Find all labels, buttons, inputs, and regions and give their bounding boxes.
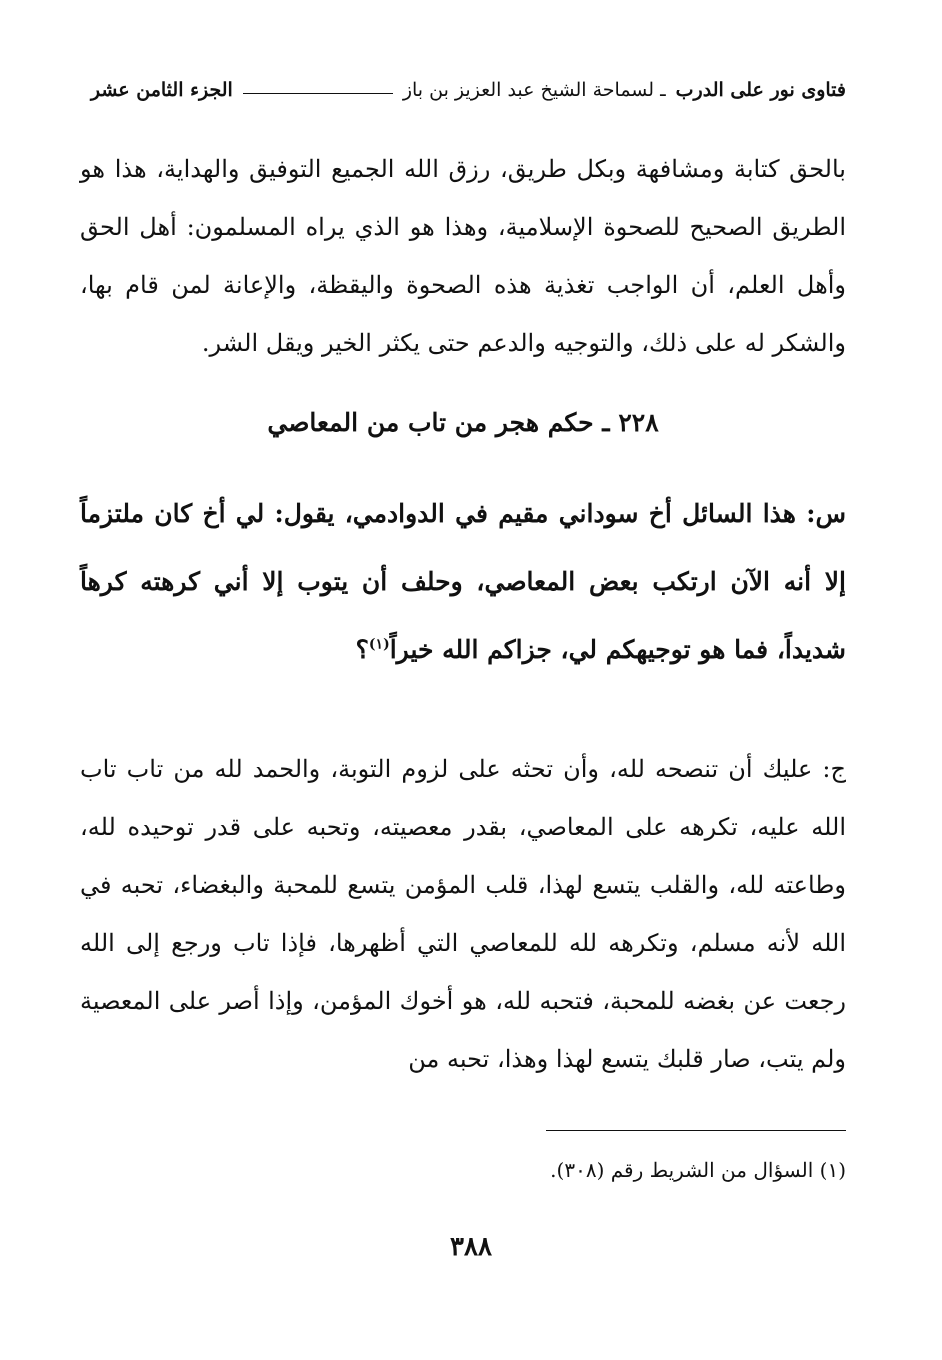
header-author: ـ لسماحة الشيخ عبد العزيز بن باز <box>402 79 666 101</box>
footnote-marker: (١) <box>368 636 390 653</box>
question-text: س: هذا السائل أخ سوداني مقيم في الدوادمي، يقول: لي أخ كان ملتزماً إلا أنه الآن ارتكب بعض المعاصي، وحلف أن يتوب إلا أني كرهته كرهاً شديداً، فما هو توجيهكم لي، جزاكم الله خيراً <box>80 499 846 664</box>
answer-paragraph: ج: عليك أن تنصحه لله، وأن تحثه على لزوم التوبة، والحمد لله من تاب تاب الله عليه، تكرهه على المعاصي، بقدر معصيته، وتحبه على قدر توحيده لله، وطاعته لله، والقلب يتسع لهذا، قلب المؤمن يتسع للمحبة والبغضاء، تحبه في الله لأنه مسلم، وتكرهه لله للمعاصي التي أظهرها، فإذا تاب ورجع إلى الله رجعت عن بغضه للمحبة، فتحبه لله، هو أخوك المؤمن، وإذا أصر على المعصية ولم يتب، صار قلبك يتسع لهذا وهذا، تحبه من <box>80 755 846 1073</box>
running-header <box>78 72 846 108</box>
header-rule <box>243 93 393 94</box>
page-number: ٣٨٨ <box>450 1232 492 1262</box>
footnote: (١) السؤال من الشريط رقم (٣٠٨). <box>550 1158 846 1182</box>
paragraph-continuation: بالحق كتابة ومشافهة وبكل طريق، رزق الله الجميع التوفيق والهداية، هذا هو الطريق الصحيح للصحوة الإسلامية، وهذا هو الذي يراه المسلمون: أهل الحق وأهل العلم، أن الواجب تغذية هذه الصحوة واليقظة، والإعانة لمن قام بها، والشكر له على ذلك، والتوجيه والدعم حتى يكثر الخير ويقل الشر. <box>80 155 846 357</box>
question-paragraph <box>80 480 846 684</box>
header-book-title: فتاوى نور على الدرب <box>675 79 846 101</box>
footnote-rule <box>546 1130 846 1131</box>
question-end-mark: ؟ <box>355 635 369 664</box>
section-title: ٢٢٨ ـ حكم هجر من تاب من المعاصي <box>267 408 659 437</box>
header-part: الجزء الثامن عشر <box>90 79 233 101</box>
